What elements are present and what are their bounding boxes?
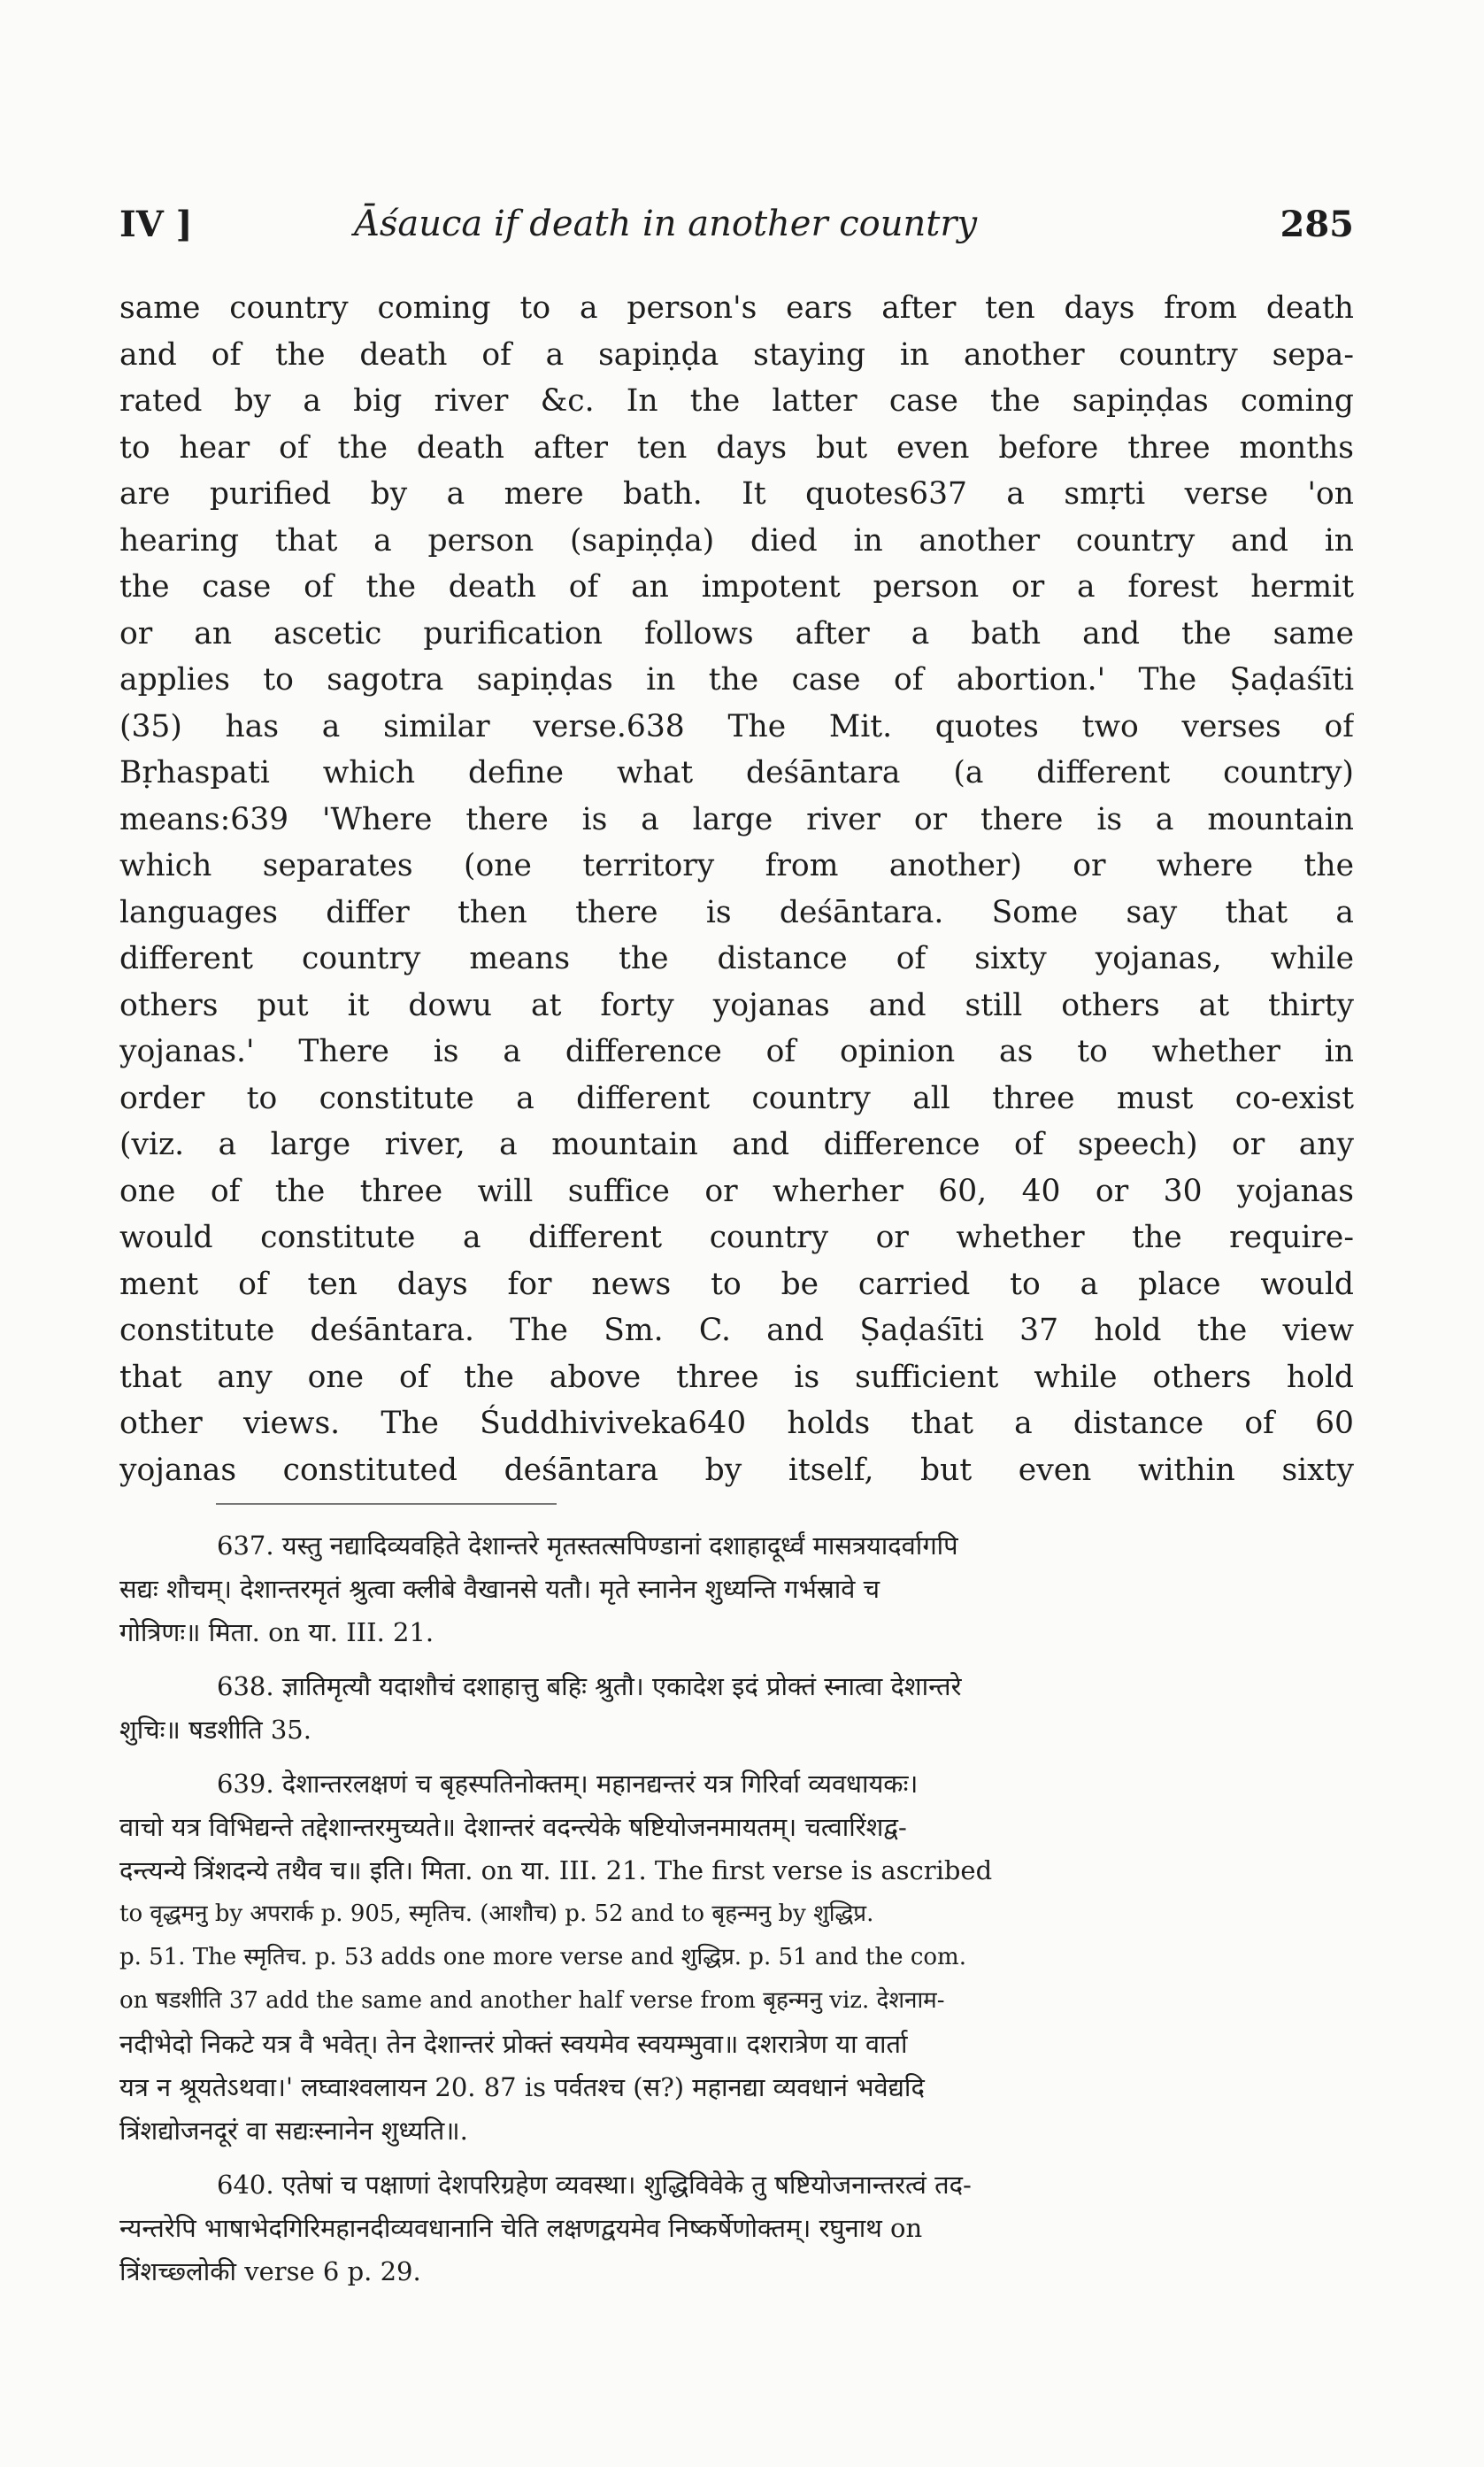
footnote-637	[119, 1524, 1354, 1654]
footnote-line: शुचिः॥ षडशीति 35.	[119, 1715, 311, 1745]
footnote-line: 639. देशान्तरलक्षणं च बृहस्पतिनोक्तम्। महानद्यन्तरं यत्र गिरिर्वा व्यवधायकः।	[217, 1769, 919, 1799]
text-line: (35) has a similar verse.638 The Mit. quotes two verses of	[119, 708, 1354, 744]
text-line: (viz. a large river, a mountain and difference of speech) or any	[119, 1127, 1354, 1162]
text-line: hearing that a person (sapiṇḍa) died in another country and in	[119, 522, 1354, 559]
text-line: constitute deśāntara. The Sm. C. and Ṣaḍaśīti 37 hold the view	[119, 1313, 1354, 1348]
footnote-line: सद्यः शौचम्। देशान्तरमृतं श्रुत्वा क्लीबे वैखानसे यतौ। मृते स्नानेन शुध्यन्ति गर्भस्रावे च	[119, 1574, 880, 1604]
footnote-line: न्यन्तरेपि भाषाभेदगिरिमहानदीव्यवधानानि चेति लक्षणद्वयमेव निष्कर्षेणोक्तम्। रघुनाथ on	[119, 2213, 923, 2243]
text-line: order to constitute a different country all three must co-exist	[119, 1080, 1354, 1116]
text-line: yojanas.' There is a difference of opinion as to whether in	[119, 1034, 1354, 1069]
text-line: or an ascetic purification follows after a bath and the same	[119, 615, 1354, 651]
running-title: Āśauca if death in another country	[354, 204, 978, 244]
footnote-line: on षडशीति 37 add the same and another half verse from बृहन्मनु viz. देशनाम-	[119, 1987, 945, 2014]
footnote-line: 637. यस्तु नद्यादिव्यवहिते देशान्तरे मृतस्तत्सपिण्डानां दशाहादूर्ध्वं मासत्रयादर्वागपि	[217, 1530, 958, 1561]
text-line: the case of the death of an impotent person or a forest hermit	[119, 569, 1354, 605]
footnote-line: त्रिंशद्योजनदूरं वा सद्यःस्नानेन शुध्यति॥.	[119, 2116, 468, 2146]
text-line: others put it dowu at forty yojanas and still others at thirty	[119, 987, 1354, 1023]
text-line: other views. The Śuddhiviveka640 holds that a distance of 60	[119, 1406, 1354, 1441]
footnote-line: 638. ज्ञातिमृत्यौ यदाशौचं दशाहात्तु बहिः श्रुतौ। एकादेश इदं प्रोक्तं स्नात्वा देशान्तरे	[217, 1671, 962, 1701]
footnote-line: यत्र न श्रूयतेऽथवा।' लघ्वाश्वलायन 20. 87 is पर्वतश्च (स?) महानद्या व्यवधानं भवेद्यदि	[119, 2072, 925, 2102]
footnote-line: दन्त्यन्ये त्रिंशदन्ये तथैव च॥ इति। मिता. on या. III. 21. The first verse is ascribed	[119, 1855, 993, 1885]
footnote-line: to वृद्धमनु by अपरार्क p. 905, स्मृतिच. (आशौच) p. 52 and to बृहन्मनु by शुद्धिप्र.	[119, 1900, 874, 1927]
text-line: Bṛhaspati which define what deśāntara (a different country)	[119, 755, 1354, 790]
footnote-separator	[216, 1503, 557, 1505]
footnotes	[119, 1524, 1354, 2294]
text-line: rated by a big river &c. In the latter case the sapiṇḍas coming	[119, 383, 1354, 419]
page-number: 285	[1280, 204, 1354, 245]
text-line: same country coming to a person's ears after ten days from death	[119, 290, 1354, 326]
text-line: would constitute a different country or whether the require-	[119, 1220, 1354, 1255]
chapter-marker: IV ]	[119, 204, 193, 245]
text-line: ment of ten days for news to be carried to a place would	[119, 1266, 1354, 1302]
footnote-line: त्रिंशच्छ्लोकी verse 6 p. 29.	[119, 2256, 421, 2286]
text-line: to hear of the death after ten days but even before three months	[119, 429, 1354, 466]
footnote-line: 640. एतेषां च पक्षाणां देशपरिग्रहेण व्यवस्था। शुद्धिविवेके तु षष्टियोजनान्तरत्वं तद-	[217, 2170, 972, 2200]
footnote-638	[119, 1665, 1354, 1752]
running-header	[119, 204, 1354, 257]
footnote-line: गोत्रिणः॥ मिता. on या. III. 21.	[119, 1617, 434, 1647]
footnote-line: नदीभेदो निकटे यत्र वै भवेत्। तेन देशान्तरं प्रोक्तं स्वयमेव स्वयम्भुवा॥ दशरात्रेण या वार्ता	[119, 2029, 908, 2059]
text-line: means:639 'Where there is a large river or there is a mountain	[119, 801, 1354, 837]
footnote-line: p. 51. The स्मृतिच. p. 53 adds one more verse and शुद्धिप्र. p. 51 and the com.	[119, 1944, 966, 1970]
text-line: one of the three will suffice or wherher 60, 40 or 30 yojanas	[119, 1173, 1354, 1209]
text-line: different country means the distance of sixty yojanas, while	[119, 941, 1354, 976]
text-line: are purified by a mere bath. It quotes637 a smṛti verse 'on	[119, 476, 1354, 512]
footnote-line: वाचो यत्र विभिद्यन्ते तद्देशान्तरमुच्यते॥ देशान्तरं वदन्त्येके षष्टियोजनमायतम्। चत्वारिंशद्व-	[119, 1812, 907, 1842]
text-line: applies to sagotra sapiṇḍas in the case of abortion.' The Ṣaḍaśīti	[119, 662, 1354, 698]
footnote-639	[119, 1762, 1354, 2153]
text-line: and of the death of a sapiṇḍa staying in another country sepa-	[119, 336, 1354, 373]
main-text	[119, 285, 1354, 1493]
footnote-640	[119, 2163, 1354, 2294]
text-line: which separates (one territory from another) or where the	[119, 848, 1354, 883]
text-line: yojanas constituted deśāntara by itself, but even within sixty	[119, 1452, 1354, 1488]
text-line: that any one of the above three is sufficient while others hold	[119, 1359, 1354, 1395]
text-line: languages differ then there is deśāntara. Some say that a	[119, 894, 1354, 930]
